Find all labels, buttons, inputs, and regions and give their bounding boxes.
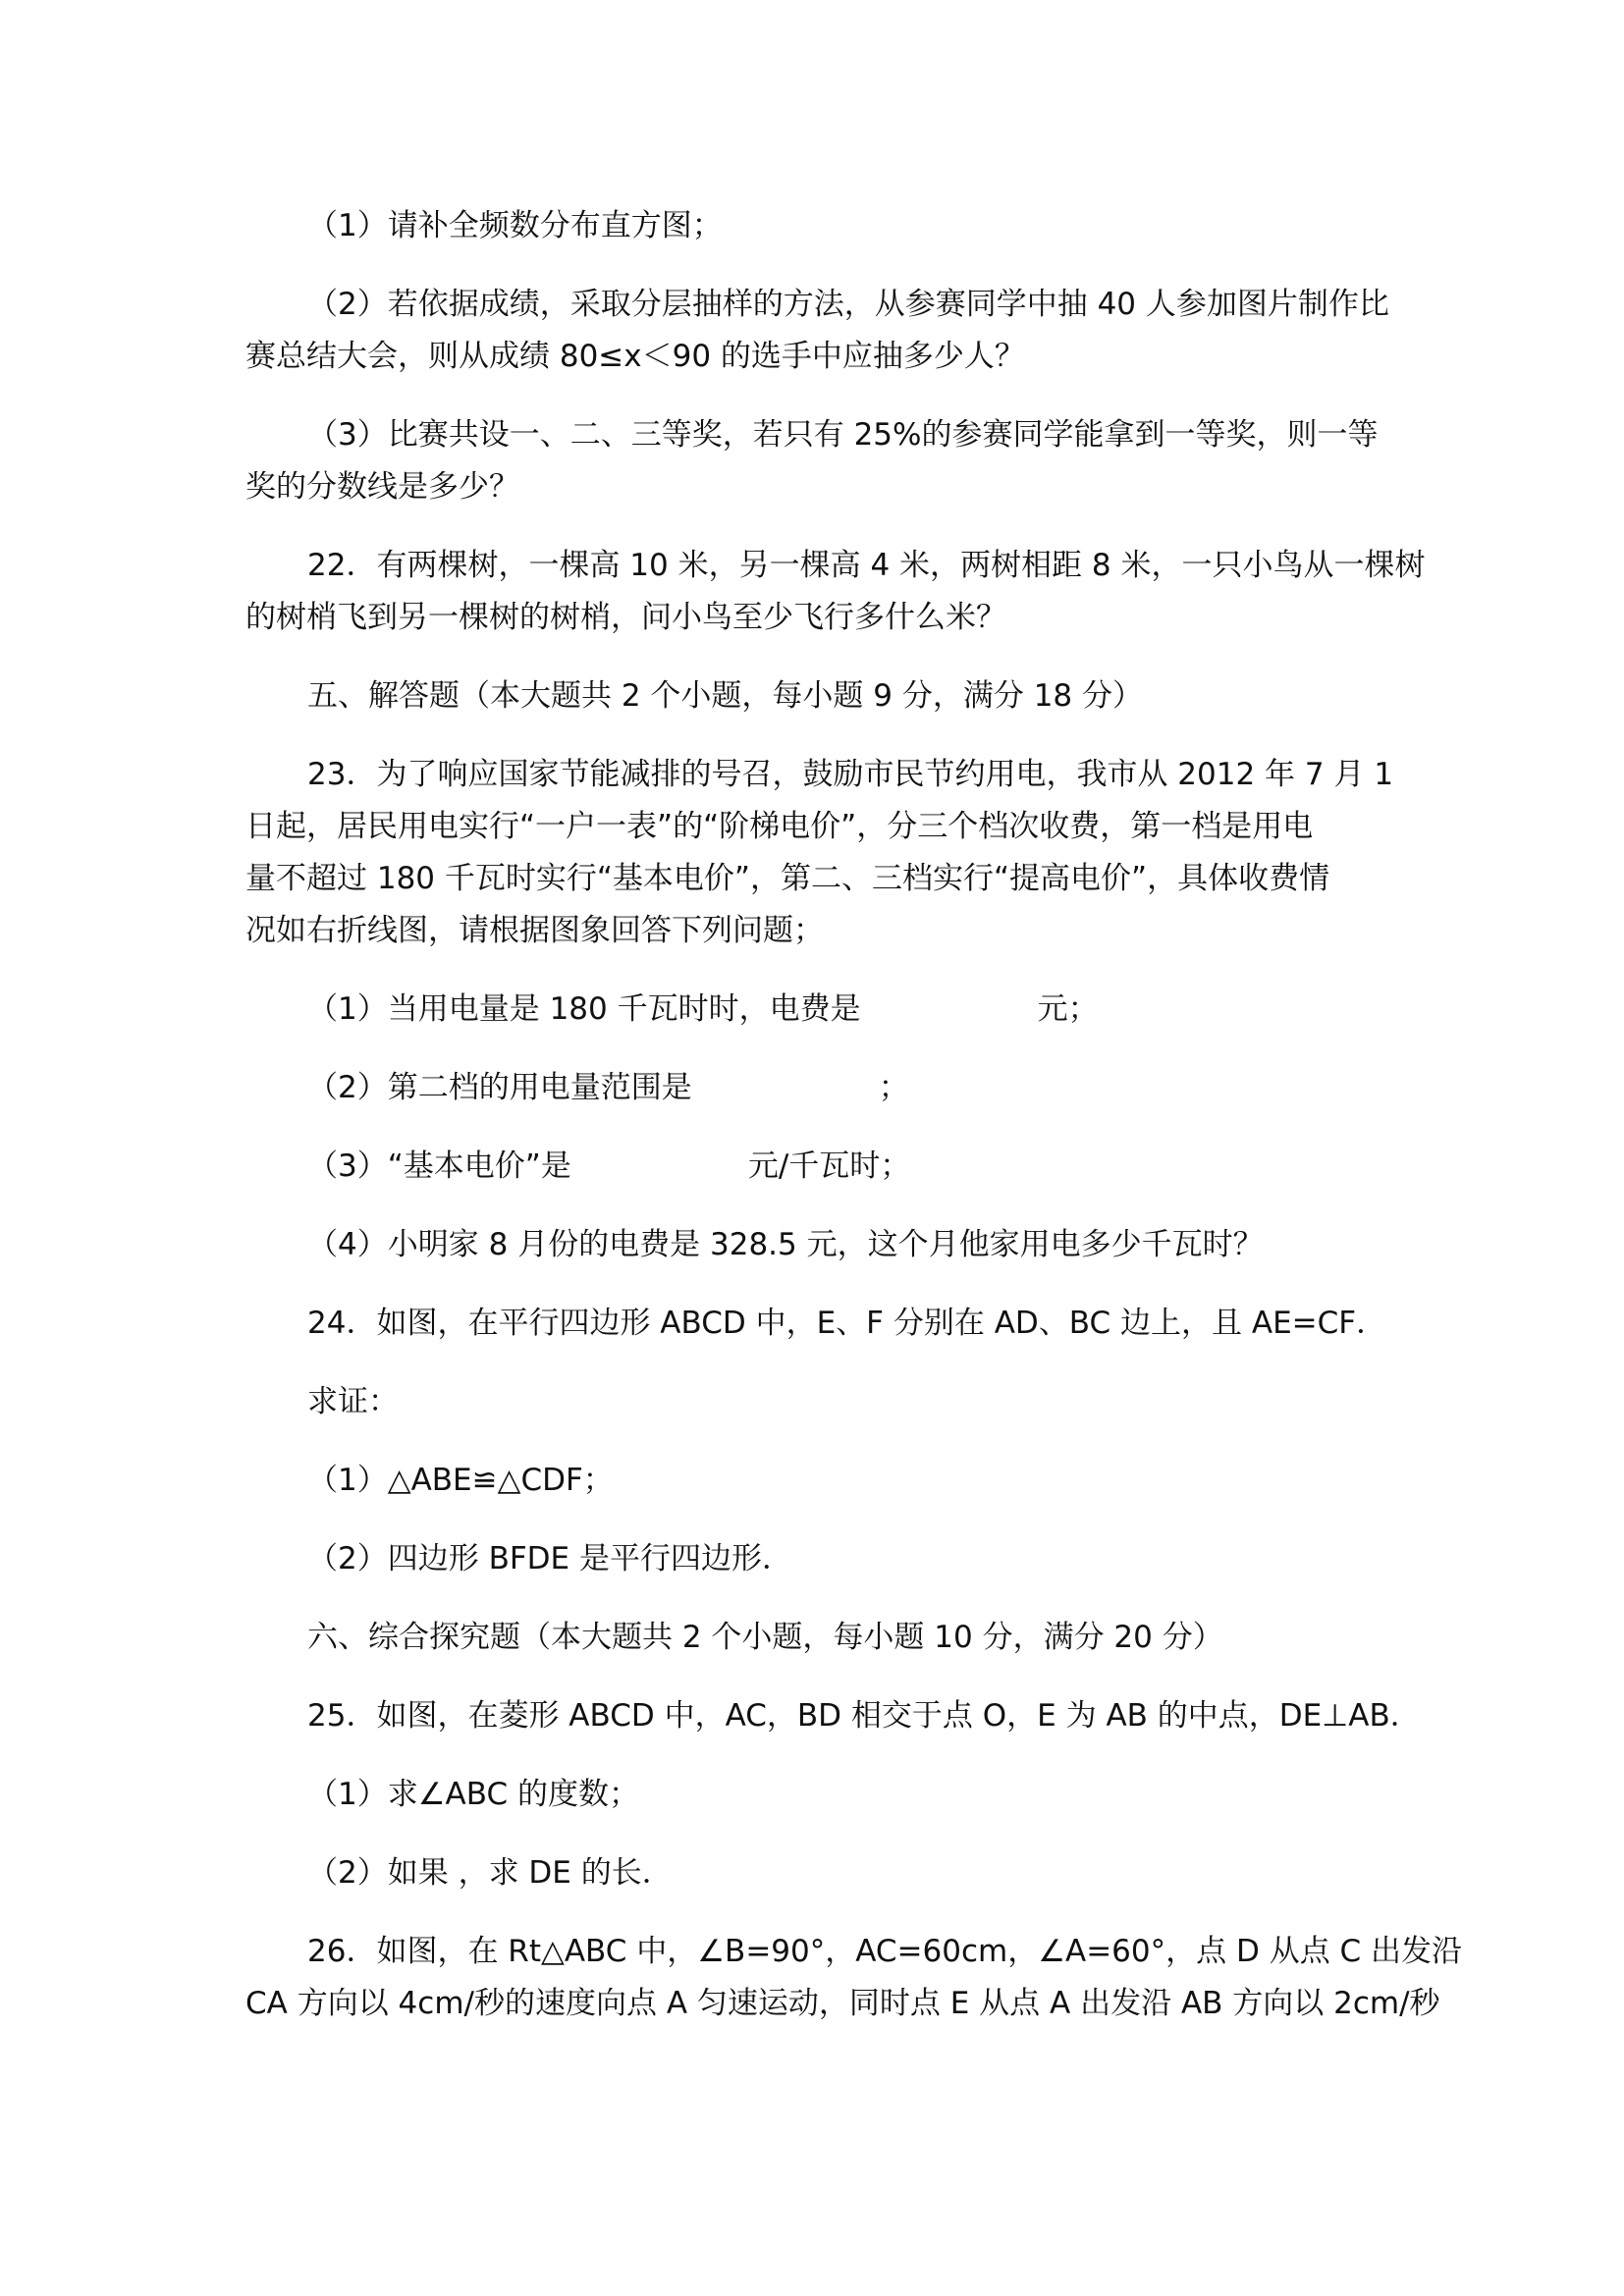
text-line: 日起，居民用电实行“一户一表”的“阶梯电价”，分三个档次收费，第一档是用电 (245, 809, 1314, 844)
text-line: 赛总结大会，则从成绩 80≤x＜90 的选手中应抽多少人？ (245, 339, 1025, 374)
text-line: 量不超过 180 千瓦时实行“基本电价”，第二、三档实行“提高电价”，具体收费情 (245, 861, 1330, 896)
text-line: 22．有两棵树，一棵高 10 米，另一棵高 4 米，两树相距 8 米，一只小鸟从一棵树 (307, 548, 1426, 583)
blank-suffix: 元； (1037, 991, 1099, 1027)
blank-suffix: ； (878, 1070, 909, 1105)
text-line: （2）如果 ，求 DE 的长． (307, 1855, 673, 1891)
text-line: （1）△ABE≌△CDF； (307, 1463, 614, 1498)
text-line: CA 方向以 4cm/秒的速度向点 A 匀速运动，同时点 E 从点 A 出发沿 AB 方向以 2cm/秒 (245, 1986, 1440, 2021)
text-line: 况如右折线图，请根据图象回答下列问题； (245, 913, 824, 948)
text-line: 24．如图，在平行四边形 ABCD 中，E、F 分别在 AD、BC 边上，且 AE=CF． (307, 1306, 1387, 1341)
text-line: 求证： (307, 1384, 399, 1419)
section-heading: 六、综合探究题（本大题共 2 个小题，每小题 10 分，满分 20 分） (307, 1620, 1223, 1655)
text-line: 23．为了响应国家节能减排的号召，鼓励市民节约用电，我市从 2012 年 7 月 1 (307, 757, 1394, 792)
text-line: （4）小明家 8 月份的电费是 328.5 元，这个月他家用电多少千瓦时？ (307, 1227, 1264, 1262)
text-line: （1）求∠ABC 的度数； (307, 1777, 639, 1812)
text-line: （3）比赛共设一、二、三等奖，若只有 25%的参赛同学能拿到一等奖，则一等 (307, 417, 1379, 453)
fill-blank-line (307, 989, 1099, 1029)
blank-prefix: （2）第二档的用电量范围是 (307, 1070, 692, 1105)
blank-prefix: （1）当用电量是 180 千瓦时时，电费是 (307, 991, 861, 1027)
fill-blank-line (307, 1147, 910, 1186)
section-heading: 五、解答题（本大题共 2 个小题，每小题 9 分，满分 18 分） (307, 678, 1144, 714)
blank-suffix: 元/千瓦时； (747, 1148, 911, 1184)
text-line: 奖的分数线是多少？ (245, 469, 519, 505)
text-line: 25．如图，在菱形 ABCD 中，AC，BD 相交于点 O，E 为 AB 的中点，DE⊥AB． (307, 1698, 1421, 1734)
text-line: （1）请补全频数分布直方图； (307, 208, 723, 243)
blank-prefix: （3）“基本电价”是 (307, 1148, 571, 1184)
text-line: 26．如图，在 Rt△ABC 中，∠B=90°，AC=60cm，∠A=60°，点 D 从点 C 出发沿 (307, 1934, 1463, 1969)
text-line: （2）若依据成绩，采取分层抽样的方法，从参赛同学中抽 40 人参加图片制作比 (307, 287, 1389, 322)
text-line: 的树梢飞到另一棵树的树梢，问小鸟至少飞行多什么米？ (245, 600, 1006, 635)
text-line: （2）四边形 BFDE 是平行四边形． (307, 1541, 792, 1576)
fill-blank-line (307, 1068, 909, 1107)
